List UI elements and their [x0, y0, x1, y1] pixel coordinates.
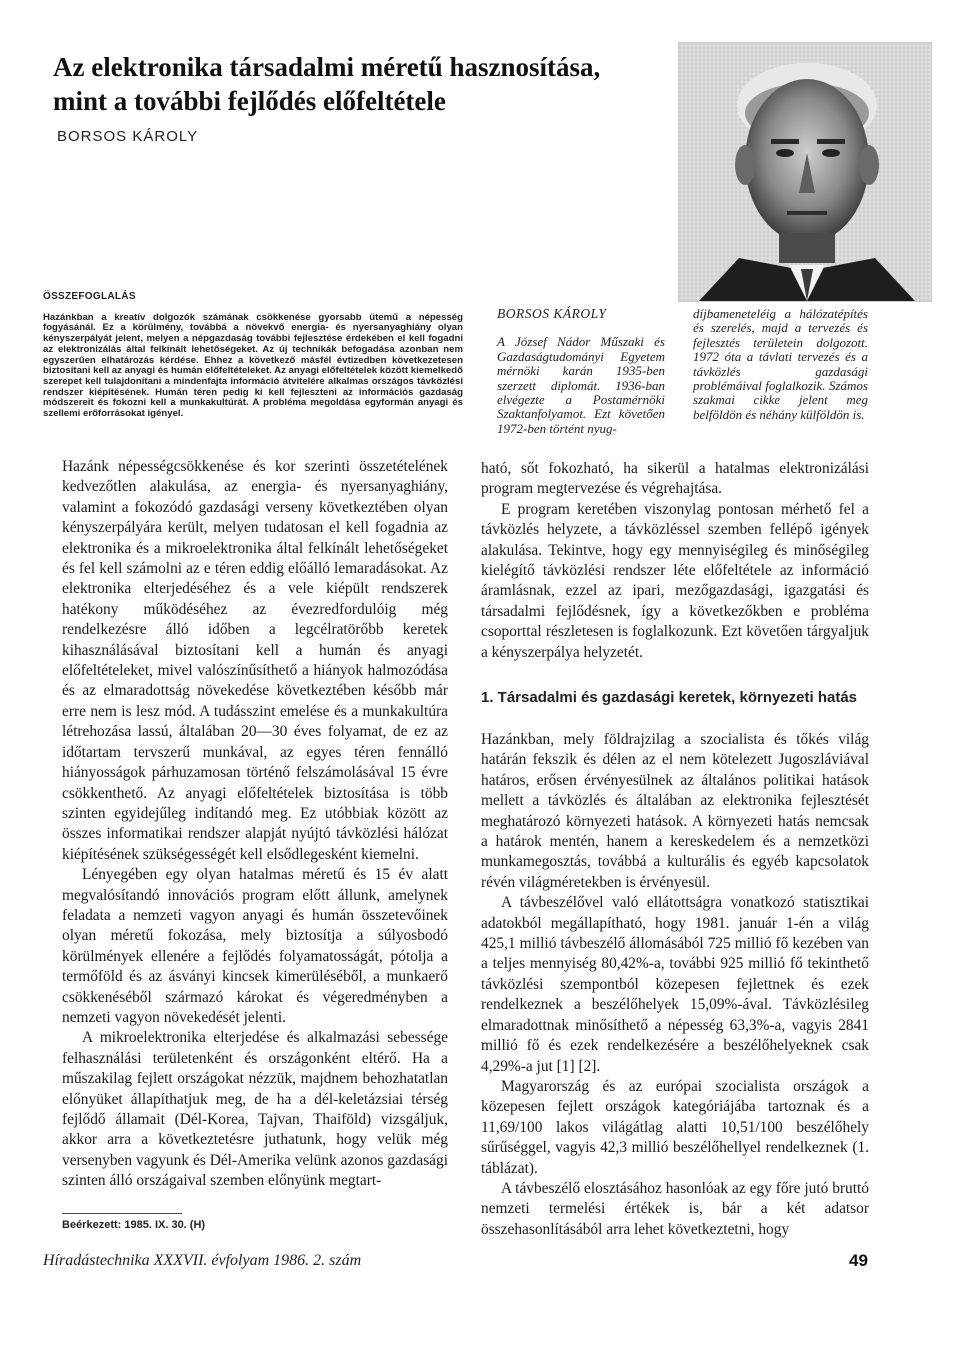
received-date-footnote: Beérkezett: 1985. IX. 30. (H)	[62, 1219, 206, 1231]
body-column-left	[62, 457, 448, 1192]
body-column-right-section	[481, 730, 869, 1240]
body-paragraph: Hazánkban, mely földrajzilag a szocialista és tőkés világ határán fekszik és délen az el nem kötelezett Jugoszláviával határos, erősen érvényesülnek az általános politikai hatások mellett a távközlés és általában az elektronika fejlesztését meghatározó környezeti hatások. A környezeti hatás nemcsak a határok mentén, hanem a kereskedelem és a nemzetközi munkamegosztás, továbbá a kulturális és egyéb kapcsolatok révén világméretekben is érvényesül.	[481, 731, 869, 891]
bio-text-left: A József Nádor Műszaki és Gazdaságtudományi Egyetem mérnöki karán 1935-ben szerzett diplomát. 1936-ban elvégezte a Postamérnöki Szaktanfolyamot. Ezt követően 1972-ben történt nyug-	[497, 334, 665, 436]
journal-footer: Híradástechnika XXXVII. évfolyam 1986. 2. szám	[43, 1252, 362, 1269]
body-paragraph: Magyarország és az európai szocialista országok a közepesen fejlett országok kategóriájába tartoznak és a 11,69/100 lakos világátlag alatti 10,51/100 beszélőhely sűrűséggel, vagyis 42,3 millió beszélőhellyel rendelkeznek (1. táblázat).	[481, 1077, 869, 1177]
section-heading: 1. Társadalmi és gazdasági keretek, környezeti hatás	[481, 689, 858, 706]
abstract-text: Hazánkban a kreatív dolgozók számának csökkenése gyorsabb ütemű a népesség fogyásánál. Ez a körülmény, továbbá a növekvő energia- és nyersanyaghiány olyan kényszerpályát jelent, melyen a népgazdaság további fejlesztése érdekében el kell fogadni az elektronizálás által felkínált lehetőségeket. Az új technikák befogadása azonban nem egyszerűen elhatározás kérdése. Ehhez a következő másfél évtizedben következetesen biztosítani kell az anyagi és humán előfeltételeket. Az anyagi előfeltételek között kiemelkedő szerepet kell tulajdonítani a mindenfajta információ átvitelére alkalmas országos távközlési rendszer kiépítésének. Humán téren pedig ki kell fejleszteni az információs gazdaság módszereit és fokozni kell a munkakultúrát. A probléma megoldása egyformán anyagi és szellemi erőforrásokat igényel.	[43, 311, 463, 420]
title-line-2: mint a további fejlődés előfeltétele	[53, 86, 446, 116]
abstract-box	[43, 292, 463, 420]
author-portrait	[678, 42, 932, 302]
article-author: BORSOS KÁROLY	[57, 128, 199, 145]
body-paragraph: A távbeszélő elosztásához hasonlóak az egy főre jutó bruttó nemzeti termelési értékek is, bár a két adatsor összehasonlításából arra lehet következtetni, hogy	[481, 1179, 869, 1238]
body-paragraph: Hazánk népességcsökkenése és kor szerinti összetételének kedvezőtlen alakulása, az energia- és nyersanyaghiány, valamint a fokozódó gazdasági verseny következtében olyan kényszerpályára került, melyen tudatosan el kell fogadnia az elektronika és a mikroelektronika által felkínált lehetőségeket és fel kell számolni az e téren eddig előálló lemaradásokat. Az elektronika elterjedéséhez és a vele kiépült rendszerek hatékony működéséhez az évezredfordulóig még rendelkezésre álló időben a legcélratörőbb keretek kihasználásával biztosítani kell a humán és anyagi előfeltételeket, mivel valószínűsíthető a hiányok halmozódása és az elmaradottság növekedése következtében később már erre nem is lesz mód. A tudásszint emelése és a munkakultúra létrehozása lassú, általában 20—30 éves folyamat, de ez az időtartam tervszerű munkával, az egyes téren fennálló hiányosságok párhuzamosan történő felszámolásával 15 évre csökkenthető. Az anyagi előfeltételek biztosítása is több szinten egyidejűleg indítandó meg. Ez utóbbiak között az összes informatikai rendszer alapját nyújtó távközlési hálózat kiépítésének szükségességét kell elsődlegesként kiemelni.	[62, 458, 448, 863]
author-portrait-icon	[679, 43, 931, 301]
body-column-right	[481, 459, 869, 663]
title-line-1: Az elektronika társadalmi méretű hasznosítása,	[53, 52, 601, 82]
body-paragraph: A mikroelektronika elterjedése és alkalmazási sebessége felhasználási területenként és országonként eltérő. Ha a műszakilag fejlett országokat nézzük, majdnem behozhatatlan előnyüket állapíthatjuk meg, de ha a dél-keletázsiai térség fejlődő államait (Dél-Korea, Tajvan, Thaiföld) vizsgáljuk, akkor arra a következtetésre juthatunk, hogy velük még versenyben vagyunk és Dél-Amerika velünk azonos gazdasági szinten álló országaival szemben előnyünk megtart-	[62, 1029, 448, 1190]
bio-text-right: díjbameneteléig a hálózatépítés és szerelés, majd a tervezés és fejlesztés területein dolgozott. 1972 óta a távlati tervezés és a távközlés gazdasági problémáival foglalkozik. Számos szakmai cikke jelent meg belföldön és néhány külföldön is.	[693, 306, 868, 422]
body-paragraph: E program keretében viszonylag pontosan mérhető fel a távközlés helyzete, a távközléssel szemben fellépő igények alakulása. Tekintve, hogy egy mennyiségileg és minőségileg kielégítő távközlési rendszer léte előfeltétele az információ áramlásnak, ezzel az ipari, mezőgazdasági, igazgatási és társadalmi fejlődésnek, így a következőkben e probléma csoporttal részletesen is foglalkozunk. Ezt követően tárgyaljuk a kényszerpálya helyzetét.	[481, 500, 869, 661]
abstract-heading: ÖSSZEFOGLALÁS	[43, 291, 136, 302]
author-bio-left	[497, 307, 665, 436]
page-number: 49	[849, 1251, 868, 1270]
bio-author-name: BORSOS KÁROLY	[497, 306, 607, 321]
article-title	[53, 50, 653, 118]
footnote-divider	[62, 1213, 182, 1214]
body-paragraph: Lényegében egy olyan hatalmas méretű és 15 év alatt megvalósítandó innovációs program előtt állunk, amelynek feladata a nemzeti vagyon anyagi és humán összetevőinek olyan méretű fokozása, mely biztosítja a súlyosbodó körülmények ellenére a fejlődés folyamatosságát, pótolja a termőföld és az ásványi kincsek kimerüléséből, a munkaerő csökkenéséből származó károkat és végeredményben a nemzeti vagyon növekedését jelenti.	[62, 866, 448, 1026]
body-paragraph: ható, sőt fokozható, ha sikerül a hatalmas elektronizálási program megtervezése és végrehajtása.	[481, 460, 869, 498]
author-bio-right	[693, 307, 868, 422]
body-paragraph: A távbeszélővel való ellátottságra vonatkozó statisztikai adatokból megállapítható, hogy 1981. január 1-én a világ 425,1 millió távbeszélő állomásából 725 millió fő kezében van a teljes mennyiség 80,42%-a, további 925 millió fő tekinthető távközlési szempontból közepesen fejlettnek és ezek rendelkeznek a beszélőhelyek 15,09%-ával. Távközlésileg elmaradottnak minősíthető a népesség 63,3%-a, vagyis 2841 millió fő és ezek rendelkezésére a beszélőhelyeknek csak 4,29%-a jut [1] [2].	[481, 894, 869, 1075]
